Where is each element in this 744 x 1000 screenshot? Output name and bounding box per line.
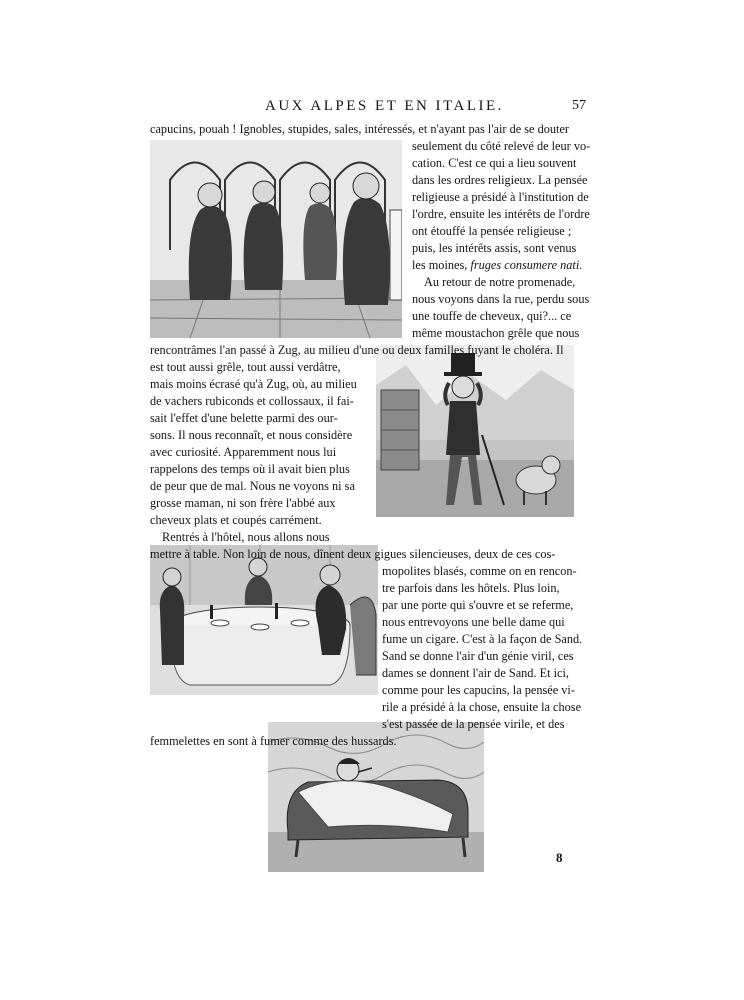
text-line: même moustachon grêle que nous <box>412 326 580 340</box>
text-line: sons. Il nous reconnaît, et nous considère <box>150 428 353 442</box>
text-line: seulement du côté relevé de leur vo- <box>412 139 591 153</box>
text-line: par une porte qui s'ouvre et se referme, <box>382 598 574 612</box>
text-line: religieuse a présidé à l'institution de <box>412 190 589 204</box>
text-line: rencontrâmes l'an passé à Zug, au milieu d'une ou deux familles fuyant le choléra. Il <box>150 343 564 357</box>
text-line: Au retour de notre promenade, <box>424 275 576 289</box>
text-line: rappelons des temps où il avait bien plus <box>150 462 350 476</box>
text-line: cation. C'est ce qui a lieu souvent <box>412 156 577 170</box>
text-line: de vachers rubiconds et collossaux, il fai- <box>150 394 354 408</box>
text-line: une touffe de cheveux, qui?... ce <box>412 309 572 323</box>
illustration-capuchin-monks <box>150 140 402 338</box>
text-line: s'est passée de la pensée virile, et des <box>382 717 565 731</box>
text-line: l'ordre, ensuite les intérêts de l'ordre <box>412 207 590 221</box>
text-line: nous voyons dans la rue, perdu sous <box>412 292 590 306</box>
text-line: cheveux plats et coupés carrément. <box>150 513 322 527</box>
text-line: avec curiosité. Apparemment nous lui <box>150 445 337 459</box>
text-line: Sand se donne l'air d'un génie viril, ces <box>382 649 574 663</box>
text-line: de peur que de mal. Nous ne voyons ni sa <box>150 479 355 493</box>
text-line: nous entrevoyons une belle dame qui <box>382 615 565 629</box>
text-line: capucins, pouah ! Ignobles, stupides, sales, intéressés, et n'ayant pas l'air de se douter <box>150 122 569 136</box>
latin-quote: fruges consumere nati. <box>470 258 583 272</box>
page-number: 57 <box>572 98 586 113</box>
text-line: rile a présidé à la chose, ensuite la chose <box>382 700 582 714</box>
text-line: est tout aussi grêle, tout aussi verdâtre, <box>150 360 341 374</box>
text-line: femmelettes en sont à fumer comme des hussards. <box>150 734 397 748</box>
illustration-dinner-table <box>150 545 378 695</box>
text-line: dames se donnent l'air de Sand. Et ici, <box>382 666 569 680</box>
text-line: tre parfois dans les hôtels. Plus loin, <box>382 581 560 595</box>
text-line: ont étouffé la pensée religieuse ; <box>412 224 572 238</box>
signature-mark: 8 <box>556 850 563 865</box>
text-line: dans les ordres religieux. La pensée <box>412 173 588 187</box>
text-line: fume un cigare. C'est à la façon de Sand. <box>382 632 583 646</box>
running-title: AUX ALPES ET EN ITALIE. <box>265 98 504 114</box>
text-line: mopolites blasés, comme on en rencon- <box>382 564 577 578</box>
text-line: mais moins écrasé qu'à Zug, où, au milieu <box>150 377 357 391</box>
text-line: comme pour les capucins, la pensée vi- <box>382 683 575 697</box>
running-header <box>0 98 744 118</box>
illustration-man-with-dog <box>376 345 574 517</box>
text-line: mettre à table. Non loin de nous, dînent deux gigues silencieuses, deux de ces cos- <box>150 547 556 561</box>
text-run: les moines, <box>412 258 468 272</box>
text-line: sait l'effet d'une belette parmi des our- <box>150 411 338 425</box>
text-line: Rentrés à l'hôtel, nous allons nous <box>162 530 330 544</box>
text-line: puis, les intérêts assis, sont venus <box>412 241 577 255</box>
text-line: grosse maman, ni son frère l'abbé aux <box>150 496 336 510</box>
text-line <box>412 257 582 274</box>
